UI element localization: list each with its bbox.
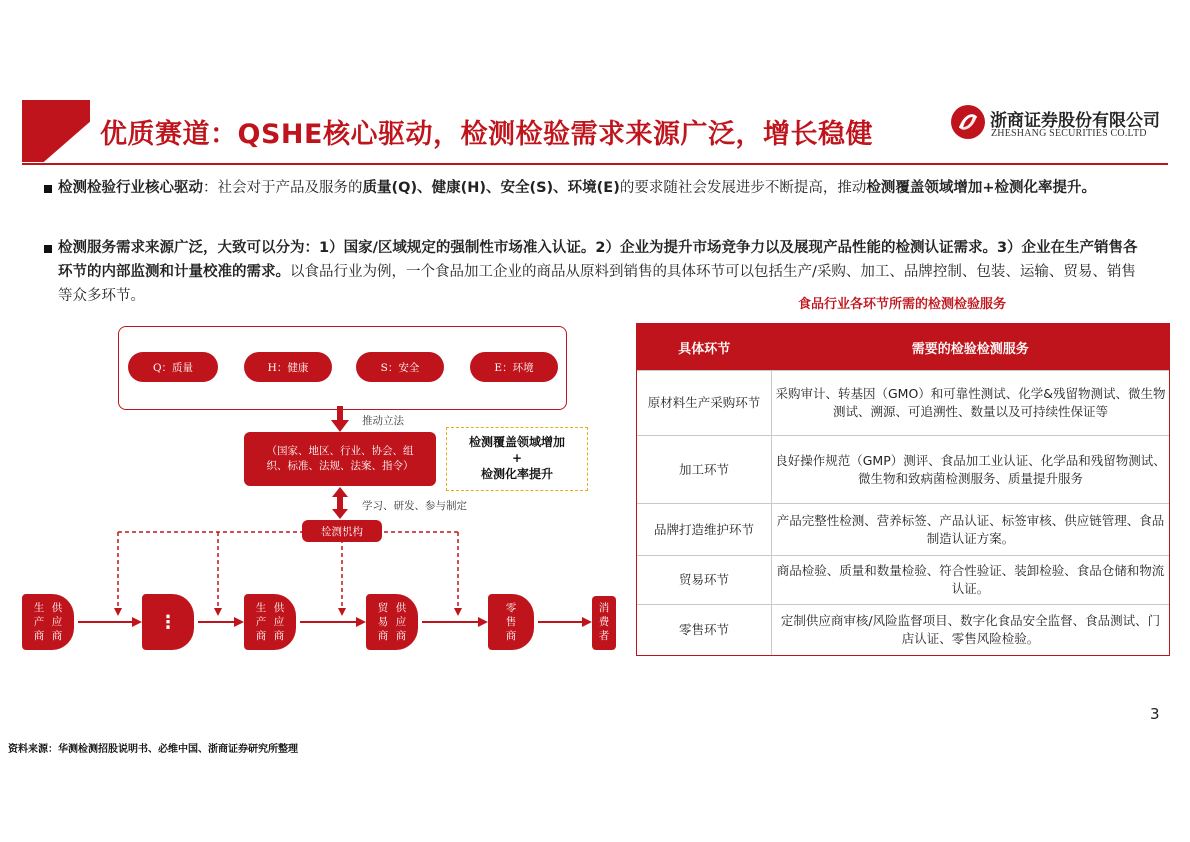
table-row <box>637 371 1169 436</box>
testing-agency-box: 检测机构 <box>302 520 382 542</box>
pill-environment: E：环境 <box>470 352 558 382</box>
table-cell-service: 产品完整性检测、营养标签、产品认证、标签审核、供应链管理、食品制造认证方案。 <box>772 504 1170 556</box>
pill-safety: S：安全 <box>356 352 444 382</box>
callout-line-2: 检测化率提升 <box>480 467 553 481</box>
chain-text: 生产商 <box>33 602 45 642</box>
callout-line-1: 检测覆盖领域增加 <box>468 435 565 449</box>
pill-health: H：健康 <box>244 352 332 382</box>
table-cell-stage: 原材料生产采购环节 <box>637 371 772 436</box>
table-cell-stage: 贸易环节 <box>637 556 772 605</box>
chain-text: 贸易商 <box>377 602 389 642</box>
logo-company-name: 浙商证券股份有限公司 <box>990 111 1160 131</box>
arrow-down-icon <box>330 406 350 432</box>
zheshang-logo-icon <box>950 104 986 140</box>
callout-box <box>446 427 588 491</box>
bullet-square-icon <box>44 245 52 253</box>
table-cell-stage: 零售环节 <box>637 605 772 655</box>
source-note: 资料来源：华测检测招股说明书、必维中国、浙商证券研究所整理 <box>8 744 298 755</box>
table-row <box>637 504 1169 556</box>
table-header-service: 需要的检验检测服务 <box>772 324 1170 371</box>
bullet-core-driver: 检测检验行业核心驱动：社会对于产品及服务的质量(Q)、健康(H)、安全(S)、环境(E)的要求随社会发展进步不断提高，推动检测覆盖领域增加+检测化率提升。 <box>58 180 1096 196</box>
services-table <box>636 323 1170 656</box>
logo-company-name-en: ZHESHANG SECURITIES CO.LTD <box>991 128 1147 139</box>
table-header-stage: 具体环节 <box>637 324 772 371</box>
table-row <box>637 605 1169 655</box>
table-caption: 食品行业各环节所需的检测检验服务 <box>797 297 1006 312</box>
table-row <box>637 556 1169 605</box>
table-cell-stage: 加工环节 <box>637 436 772 504</box>
chain-arrows <box>0 612 620 632</box>
table-cell-stage: 品牌打造维护环节 <box>637 504 772 556</box>
table-cell-service: 良好操作规范（GMP）测评、食品加工业认证、化学品和残留物测试、微生物和致病菌检测服务、质量提升服务 <box>772 436 1170 504</box>
regulators-line-1: （国家、地区、行业、协会、组 <box>266 445 414 457</box>
page-title: 优质赛道：QSHE核心驱动，检测检验需求来源广泛，增长稳健 <box>100 119 873 150</box>
regulators-line-2: 织、标准、法规、法案、指令） <box>266 460 414 472</box>
table-cell-service: 定制供应商审核/风险监督项目、数字化食品安全监督、食品测试、门店认证、零售风险检验。 <box>772 605 1170 655</box>
bullet-square-icon <box>44 185 52 193</box>
table-cell-service: 商品检验、质量和数量检验、符合性验证、装卸检验、食品仓储和物流认证。 <box>772 556 1170 605</box>
arrow-label-legislation: 推动立法 <box>362 415 404 427</box>
regulators-box <box>244 432 436 486</box>
chain-text: 生产商 <box>255 602 267 642</box>
table-row <box>637 436 1169 504</box>
chain-text: 供应商 <box>273 602 285 642</box>
chain-text: 供应商 <box>395 602 407 642</box>
pill-quality: Q：质量 <box>128 352 218 382</box>
header-rule <box>22 163 1168 165</box>
chain-ellipsis: ⋮ <box>142 594 194 650</box>
double-arrow-icon <box>330 487 350 519</box>
arrow-label-research: 学习、研发、参与制定 <box>362 500 467 512</box>
chain-text: 零售商 <box>505 602 517 642</box>
chain-text: 供应商 <box>51 602 63 642</box>
callout-plus: + <box>511 451 523 465</box>
chain-text: 消费者 <box>598 602 610 642</box>
table-cell-service: 采购审计、转基因（GMO）和可靠性测试、化学&残留物测试、微生物测试、溯源、可追溯性、数量以及可持续性保证等 <box>772 371 1170 436</box>
page-number: 3 <box>1150 705 1160 723</box>
bullet-demand-sources: 检测服务需求来源广泛，大致可以分为：1）国家/区域规定的强制性市场准入认证。2）企业为提升市场竞争力以及展现产品性能的检测认证需求。3）企业在生产销售各环节的内部监测和计量校准的需求。以食品行业为例，一个食品加工企业的商品从原料到销售的具体环节可以包括生产/采购、加工、品牌控制、包装、运输、贸易、销售等众多环节。 <box>58 240 1138 304</box>
title-accent-block <box>22 100 90 162</box>
table-header-row <box>637 324 1169 371</box>
